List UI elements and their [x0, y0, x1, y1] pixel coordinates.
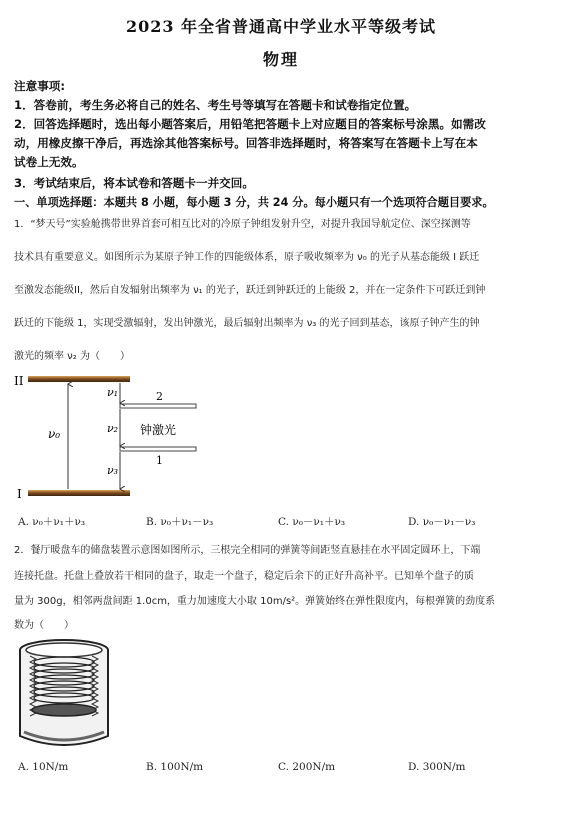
- section-heading: 一、单项选择题：本题共 8 小题，每小题 3 分，共 24 分。每小题只有一个选项符合题目要求。: [14, 196, 494, 209]
- q2-line: 数为（ ）: [14, 620, 74, 631]
- q1-option-a: A. ν₀＋ν₁＋ν₃: [18, 516, 86, 528]
- q2-line: 2．餐厅暖盘车的储盘装置示意图如图所示，三根完全相同的弹簧等间距竖直悬挂在水平固定圆环上，下端: [14, 545, 481, 556]
- clock-laser-label: 钟激光: [140, 423, 177, 437]
- plate-warmer-diagram: [14, 636, 114, 752]
- q2-line: 连接托盘。托盘上叠放若干相同的盘子，取走一个盘子，稳定后余下的正好升高补平。已知单个盘子的质: [14, 571, 474, 582]
- level-1-bar: [120, 447, 196, 451]
- q2-option-a: A. 10N/m: [18, 761, 69, 773]
- q2-line: 量为 300g，相邻两盘间距 1.0cm，重力加速度大小取 10m/s²。弹簧始终在弹性限度内，每根弹簧的劲度系: [14, 596, 496, 607]
- q1-line: 至激发态能级II，然后自发辐射出频率为 ν₁ 的光子，跃迁到钟跃迁的上能级 2，并在一定条件下可跃迁到钟: [14, 285, 486, 296]
- q1-option-c: C. ν₀－ν₁＋ν₃: [278, 516, 346, 528]
- q2-option-c: C. 200N/m: [278, 761, 336, 773]
- q2-option-d: D. 300N/m: [408, 761, 466, 773]
- energy-level-diagram: [14, 372, 214, 504]
- v0-label: ν₀: [48, 427, 61, 441]
- level-I-label: I: [17, 487, 22, 501]
- v1-label: ν₁: [107, 386, 119, 399]
- notice-item: 2．回答选择题时，选出每小题答案后，用铅笔把答题卡上对应题目的答案标号涂黑。如需改: [14, 117, 486, 131]
- q1-line: 跃迁的下能级 1，实现受激辐射，发出钟激光，最后辐射出频率为 ν₃ 的光子回到基态，该原子钟产生的钟: [14, 318, 480, 329]
- q1-line: 技术具有重要意义。如图所示为某原子钟工作的四能级体系，原子吸收频率为 ν₀ 的光子从基态能级 I 跃迁: [14, 252, 480, 263]
- level-2-label: 2: [156, 390, 163, 403]
- level-II-bar: [28, 376, 130, 382]
- notice-item: 3．考试结束后，将本试卷和答题卡一并交回。: [14, 176, 254, 190]
- q1-option-b: B. ν₀＋ν₁－ν₃: [146, 516, 214, 528]
- subject-title: 物理: [262, 50, 299, 69]
- v3-label: ν₃: [107, 464, 119, 477]
- page-title: 2023 年全省普通高中学业水平等级考试: [125, 17, 437, 36]
- notice-item: 试卷上无效。: [14, 155, 84, 169]
- notice-item: 1．答卷前，考生务必将自己的姓名、考生号等填写在答题卡和试卷指定位置。: [14, 98, 417, 112]
- notice-item: 动，用橡皮擦干净后，再选涂其他答案标号。回答非选择题时，将答案写在答题卡上写在本: [14, 136, 478, 150]
- level-I-bar: [28, 490, 130, 496]
- level-2-bar: [120, 404, 196, 408]
- q2-option-b: B. 100N/m: [146, 761, 204, 773]
- q1-line: 1．“梦天号”实验舱携带世界首套可相互比对的冷原子钟组发射升空，对提升我国导航定位、深空探测等: [14, 219, 471, 230]
- q1-option-d: D. ν₀－ν₁－ν₃: [408, 516, 476, 528]
- q1-line: 激光的频率 ν₂ 为（ ）: [14, 351, 130, 362]
- v2-label: ν₂: [107, 422, 119, 435]
- notice-heading: 注意事项:: [14, 79, 66, 93]
- level-II-label: II: [14, 374, 24, 388]
- level-1-label: 1: [156, 454, 163, 467]
